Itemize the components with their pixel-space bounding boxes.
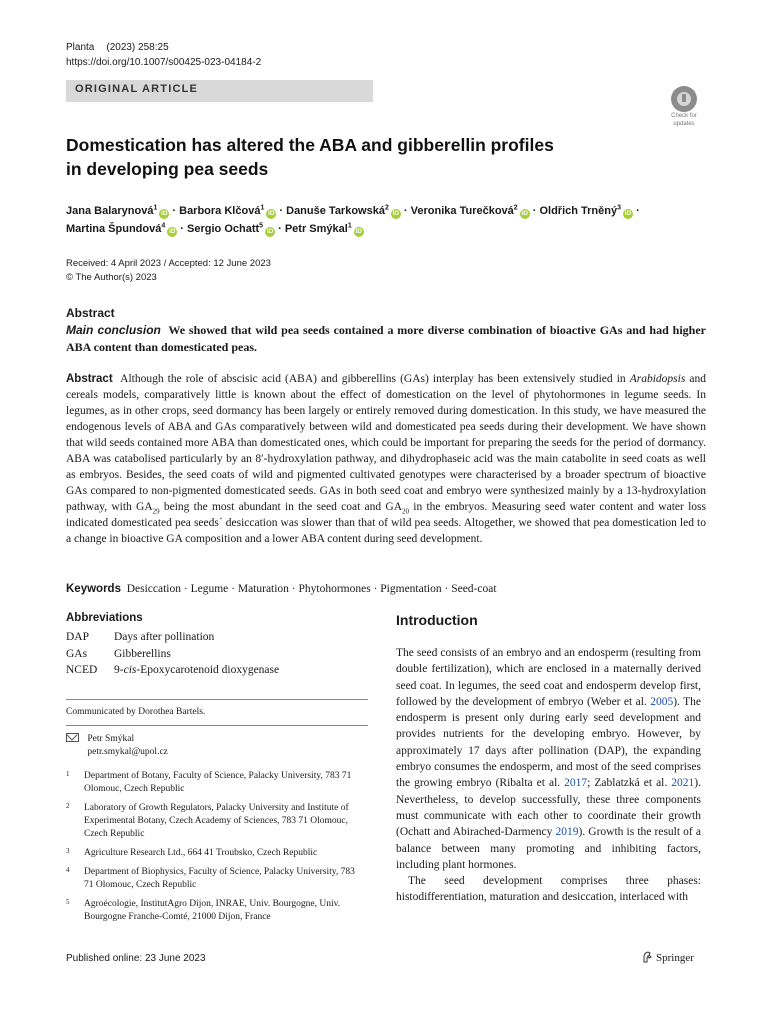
article-type-bar [66, 80, 373, 102]
author-affiliation-number: 1 [260, 204, 265, 212]
title-line-2: in developing pea seeds [66, 159, 269, 179]
author-name: Petr Smýkal [284, 223, 348, 235]
divider [66, 699, 368, 700]
abbreviation-term: DAP [66, 631, 90, 643]
abstract-subscript: 20 [402, 507, 410, 516]
corresponding-author-email[interactable]: petr.smykal@upol.cz [87, 747, 168, 757]
article-type-label: ORIGINAL ARTICLE [75, 83, 199, 95]
affiliation-text: Laboratory of Growth Regulators, Palacky University and Institute of Experimental Botany, Czech Academy of Sciences, 783 71 Olomouc, Czech Republic [84, 803, 349, 839]
author-affiliation-number: 2 [384, 204, 389, 212]
affiliation-number: 1 [66, 770, 70, 778]
affiliation-number: 3 [66, 847, 70, 855]
author-name: Danuše Tarkowská [286, 205, 385, 217]
published-online-date: Published online: 23 June 2023 [66, 953, 206, 964]
abbreviation-term: NCED [66, 664, 98, 676]
affiliation-number: 5 [66, 898, 70, 906]
orcid-icon[interactable]: iD [266, 228, 274, 235]
author-name: Sergio Ochatt [187, 223, 260, 235]
abstract-text: and cereals models, comparatively little is known about the effect of domestication on the level of phytohormones in legume seeds. In legumes, as in other crops, seed dormancy has been largely or entirely removed during domestication. In this study, we have measured the endogenous levels of ABA and GAs comparatively between wild and domesticated pea seeds during their development. We have shown that wild seeds contained more ABA than domesticated ones, which could be important for preparing the seeds for the period of dormancy. ABA was catabolised particularly by an 8′-hydroxylation pathway, and dihydrophaseic acid was the main catabolite in seed coats as well as embryos. Besides, the seed coats of wild and pigmented cultivated genotypes were characterised by a broader spectrum of bioactive GAs compared to non-pigmented domesticated seeds. GAs in both seed coat and embryo were synthesized mainly by a 13-hydroxylation pathway, with GA [66, 373, 706, 513]
abstract-label: Abstract [66, 373, 113, 385]
author[interactable] [411, 205, 530, 217]
keywords-label: Keywords [66, 583, 121, 595]
intro-text: ). Growth is the result of a balance between many promoting and inhibiting factors, including plant hormones. [396, 826, 701, 871]
orcid-icon[interactable]: iD [161, 210, 168, 217]
author-name: Veronika Turečková [410, 205, 514, 217]
author[interactable] [286, 205, 401, 217]
correspondence [66, 733, 168, 759]
abbreviation-definition: Gibberellins [114, 647, 171, 660]
citation-link[interactable]: 2019 [555, 826, 579, 839]
divider [66, 725, 368, 726]
affiliation-text: Agriculture Research Ltd., 664 41 Troubsko, Czech Republic [84, 848, 318, 858]
check-updates-icon [671, 86, 697, 112]
doi-link[interactable]: https://doi.org/10.1007/s00425-023-04184-2 [66, 57, 262, 68]
intro-paragraph-2: The seed development comprises three phases: histodifferentiation, maturation and desiccation, interlaced with [396, 875, 701, 904]
affiliation [66, 802, 366, 841]
orcid-icon[interactable]: iD [521, 210, 528, 217]
author-list: Jana Balarynová$^1$iD · Barbora Klčová$^1$iD · Danuše Tarkowská$^2$iD · Veronika Turečková$^2$iD · Oldřich Trněný$^3$iD · Martina Špundová$^4$iD · Sergio Ochatt$^5$iD · Petr Smýkal$^1$iD [66, 204, 640, 235]
intro-text: ). The endosperm is present only during early seed development and provides nutrients for the developing embryo. However, by approximately 17 days after pollination (DAP), the expanding embryo consumes the endosperm, and most of the seed comprises the growing embryo (Ribalta et al. [396, 695, 701, 790]
author-affiliation-number: 5 [259, 222, 264, 230]
abbreviation-row [66, 662, 279, 679]
envelope-icon [66, 733, 79, 742]
main-conclusion [66, 322, 706, 356]
author[interactable] [187, 223, 275, 235]
intro-paragraph-1 [396, 645, 701, 873]
intro-text: ). Nevertheless, to develop successfully, these three components must communicate with each other to coordinate their growth (Ochatt and Abirached-Darmency [396, 777, 701, 839]
check-updates-line1: Check for [671, 113, 697, 119]
publisher-logo [641, 951, 694, 964]
abstract-text: Although the role of abscisic acid (ABA) and gibberellins (GAs) interplay has been extensively studied in [120, 373, 630, 385]
orcid-icon[interactable]: iD [268, 210, 275, 217]
journal-header [66, 40, 261, 70]
keywords-text: Desiccation · Legume · Maturation · Phytohormones · Pigmentation · Seed-coat [126, 583, 497, 595]
abstract-italic-text: Arabidopsis [629, 373, 686, 385]
author-affiliation-number: 4 [161, 222, 166, 230]
main-conclusion-text: We showed that wild pea seeds contained a more diverse combination of bioactive GAs and had higher ABA content than domesticated peas. [66, 323, 706, 354]
affiliation [66, 770, 366, 796]
orcid-icon[interactable]: iD [392, 210, 400, 217]
abstract-text: being the most abundant in the seed coat and GA [159, 501, 403, 513]
received-accepted-dates: Received: 4 April 2023 / Accepted: 12 June 2023 [66, 258, 271, 269]
introduction-heading: Introduction [396, 612, 478, 628]
affiliation-text: Department of Biophysics, Faculty of Science, Palacky University, 783 71 Olomouc, Czech Republic [84, 867, 355, 890]
author-name: Martina Špundová [66, 223, 162, 235]
affiliation-text: Department of Botany, Faculty of Science, Palacky University, 783 71 Olomouc, Czech Republic [84, 771, 352, 794]
intro-text: ; Zablatzká et al. [587, 777, 672, 790]
affiliations [66, 770, 366, 930]
journal-name: Planta [66, 42, 95, 53]
abbreviation-term: GAs [66, 647, 88, 660]
springer-horse-icon [641, 951, 653, 963]
author[interactable] [66, 205, 169, 217]
abstract-heading: Abstract [66, 306, 115, 320]
keywords [66, 581, 706, 597]
corresponding-author-name: Petr Smýkal [87, 734, 135, 744]
author[interactable] [539, 205, 633, 217]
author[interactable] [179, 205, 276, 217]
affiliation-number: 2 [66, 802, 70, 810]
citation-link[interactable]: 2021 [671, 777, 695, 790]
abbreviations-list [66, 629, 279, 679]
author-name: Jana Balarynová [66, 205, 154, 217]
copyright-notice: © The Author(s) 2023 [66, 272, 157, 283]
title-line-1: Domestication has altered the ABA and gibberellin profiles [66, 135, 554, 155]
communicated-by: Communicated by Dorothea Bartels. [66, 707, 206, 717]
intro-text: The seed consists of an embryo and an endosperm (resulting from double fertilization), which are enclosed in a maternally derived seed coat. In legumes, the seed coat and endosperm develop first, followed by the development of embryo (Weber et al. [396, 647, 701, 708]
abstract-body [66, 371, 706, 547]
affiliation [66, 866, 366, 892]
check-for-updates-badge[interactable] [665, 86, 703, 128]
abbreviation-row [66, 629, 279, 646]
abbreviation-definition: Days after pollination [114, 631, 215, 643]
abbreviation-row [66, 646, 279, 663]
author-name: Barbora Klčová [179, 205, 261, 217]
abbreviation-definition: 9-cis-Epoxycarotenoid dioxygenase [114, 664, 280, 676]
affiliation [66, 898, 366, 924]
affiliation-text: Agroécologie, InstitutAgro Dijon, INRAE, Univ. Bourgogne, Univ. Bourgogne Franche-Comté, 21000 Dijon, France [84, 899, 341, 922]
article-title [66, 133, 686, 181]
citation-link[interactable]: 2017 [564, 777, 588, 790]
orcid-icon[interactable]: iD [624, 210, 632, 217]
publisher-name: Springer [656, 952, 694, 964]
citation-link[interactable]: 2005 [650, 695, 674, 708]
orcid-icon[interactable]: iD [169, 228, 176, 235]
abstract-text: in the embryos. Measuring seed water content and water loss indicated domesticated pea seeds´ desiccation was slower than that of wild pea seeds. Altogether, we showed that pea domestication led to a change in bioactive GA composition and a lower ABA content during seed development. [66, 501, 706, 545]
affiliation [66, 847, 366, 860]
journal-volume: (2023) 258:25 [106, 42, 169, 53]
check-updates-line2: updates [673, 121, 695, 127]
main-conclusion-label: Main conclusion [66, 323, 161, 337]
abstract-subscript: 29 [152, 507, 160, 516]
author-affiliation-number: 3 [617, 204, 622, 212]
author[interactable] [66, 223, 177, 235]
author-affiliation-number: 1 [347, 222, 352, 230]
orcid-icon[interactable]: iD [355, 228, 362, 235]
affiliation-number: 4 [66, 866, 70, 874]
introduction-body [396, 645, 701, 906]
author-affiliation-number: 1 [153, 204, 158, 212]
author-affiliation-number: 2 [513, 204, 518, 212]
abbreviations-heading: Abbreviations [66, 612, 143, 624]
author[interactable] [285, 223, 364, 235]
author-name: Oldřich Trněný [539, 205, 618, 217]
article-dates [66, 257, 271, 285]
